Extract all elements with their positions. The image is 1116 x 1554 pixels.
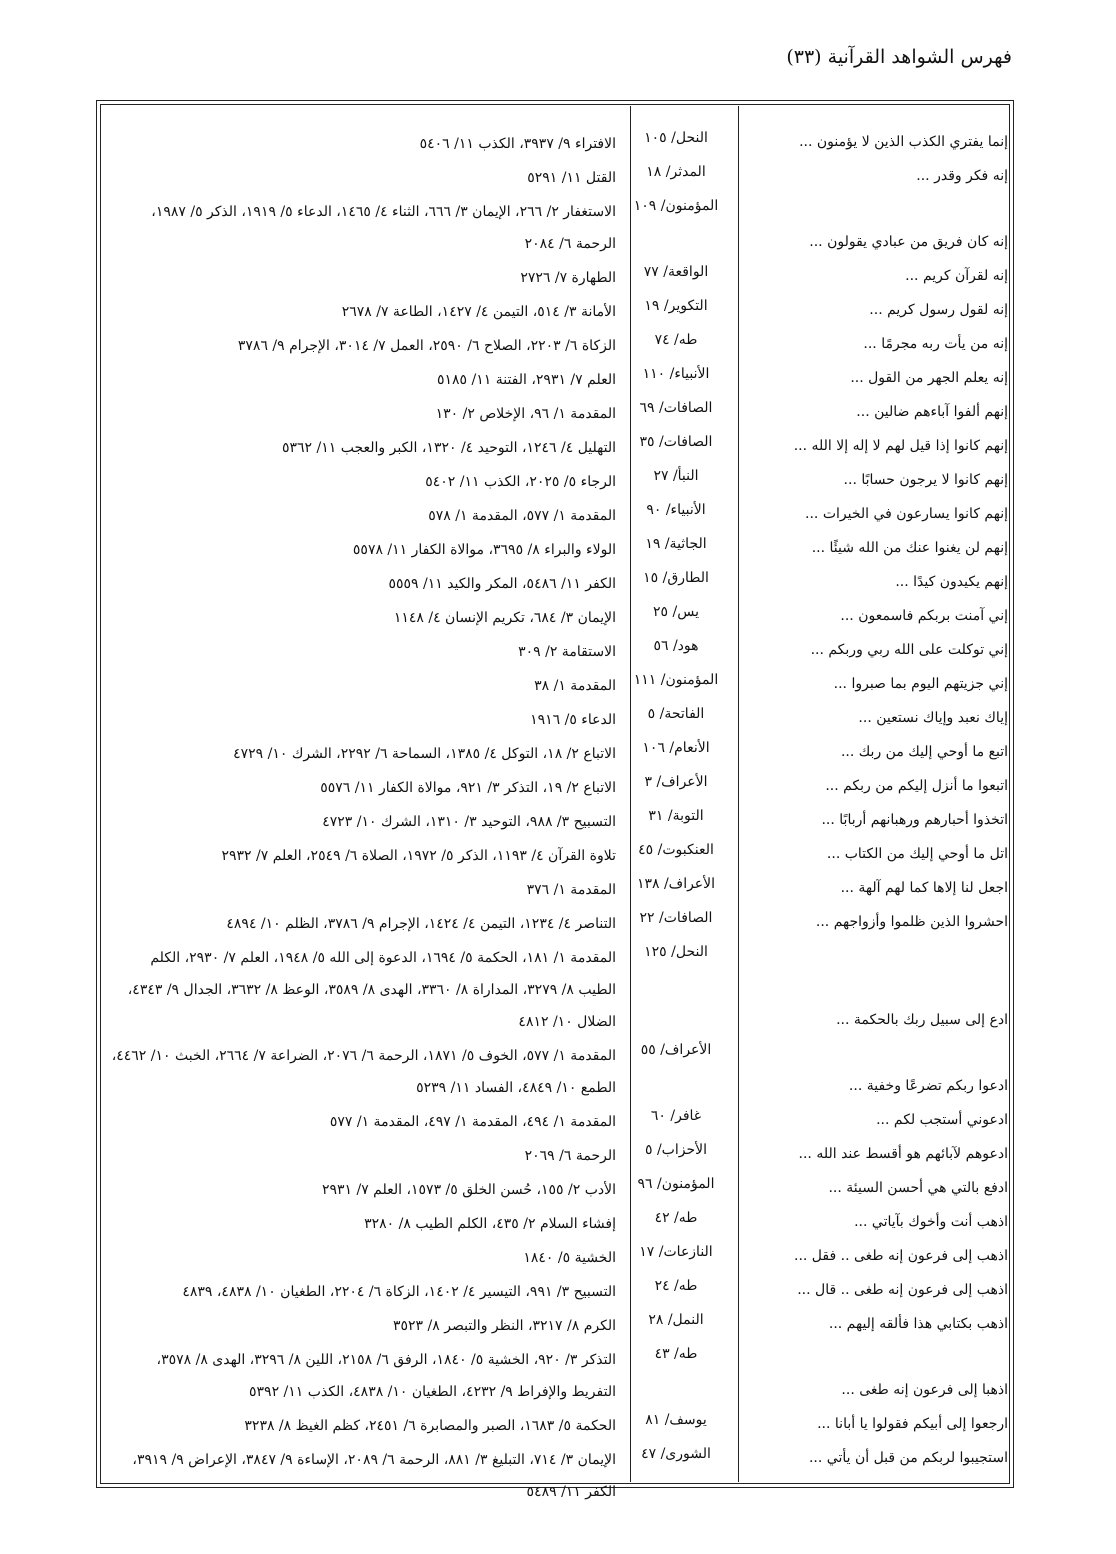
verse-text: إني توكلت على الله ربي وربكم ... xyxy=(810,642,1008,658)
topic-page-references: التناصر ٤/ ١٢٣٤، التيمن ٤/ ١٤٢٤، الإجرام ٩/ ٣٧٨٦، الظلم ١٠/ ٤٨٩٤ xyxy=(226,916,616,932)
table-row xyxy=(104,426,1008,460)
table-row xyxy=(104,698,1008,732)
verse-text: احشروا الذين ظلموا وأزواجهم ... xyxy=(815,914,1008,930)
table-row xyxy=(104,1168,1008,1202)
table-row xyxy=(104,732,1008,766)
verse-text: ادعوهم لآبائهم هو أقسط عند الله ... xyxy=(798,1146,1008,1162)
table-row xyxy=(104,1270,1008,1304)
surah-reference: النحل/ ١٢٥ xyxy=(644,944,708,960)
surah-reference: الصافات/ ٣٥ xyxy=(639,434,713,450)
table-row xyxy=(104,834,1008,868)
surah-reference: المؤمنون/ ٩٦ xyxy=(637,1176,715,1192)
topic-page-references: التهليل ٤/ ١٢٤٦، التوحيد ٤/ ١٣٢٠، الكبر والعجب ١١/ ٥٣٦٢ xyxy=(281,440,616,456)
topic-page-references: الإيمان ٣/ ٧١٤، التبليغ ٣/ ٨٨١، الرحمة ٦/ ٢٠٨٩، الإساءة ٩/ ٣٨٤٧، الإعراض ٩/ ٣٩١٩، الكفر ١١/ ٥٤٨٩ xyxy=(132,1452,616,1500)
verse-text: إنهم كانوا إذا قيل لهم لا إله إلا الله ... xyxy=(793,438,1008,454)
verse-text: ادعوا ربكم تضرعًا وخفية ... xyxy=(848,1078,1008,1094)
topic-page-references: التسبيح ٣/ ٩٩١، التيسير ٤/ ١٤٠٢، الزكاة ٦/ ٢٢٠٤، الطغيان ١٠/ ٤٨٣٨، ٤٨٣٩ xyxy=(182,1284,616,1300)
topic-page-references: إفشاء السلام ٢/ ٤٣٥، الكلم الطيب ٨/ ٣٢٨٠ xyxy=(364,1216,616,1232)
verse-text: ادع إلى سبيل ربك بالحكمة ... xyxy=(836,1012,1008,1028)
surah-reference: الجاثية/ ١٩ xyxy=(645,536,707,552)
surah-reference: يوسف/ ٨١ xyxy=(645,1412,707,1428)
topic-page-references: الاستغفار ٢/ ٢٦٦، الإيمان ٣/ ٦٦٦، الثناء ٤/ ١٤٦٥، الدعاء ٥/ ١٩١٩، الذكر ٥/ ١٩٨٧، الرحمة ٦/ ٢٠٨٤ xyxy=(151,204,616,252)
verse-text: اتل ما أوحي إليك من الكتاب ... xyxy=(826,846,1008,862)
surah-reference: المؤمنون/ ١٠٩ xyxy=(633,198,719,214)
table-row xyxy=(104,800,1008,834)
topic-page-references: الولاء والبراء ٨/ ٣٦٩٥، موالاة الكفار ١١/ ٥٥٧٨ xyxy=(352,542,616,558)
verse-text: اذهب بكتابي هذا فألقه إليهم ... xyxy=(828,1316,1008,1332)
header-page-number: (٣٣) xyxy=(786,46,822,68)
topic-page-references: الكفر ١١/ ٥٤٨٦، المكر والكيد ١١/ ٥٥٥٩ xyxy=(388,576,616,592)
surah-reference: الصافات/ ٢٢ xyxy=(639,910,713,926)
table-row xyxy=(104,1304,1008,1338)
table-row xyxy=(104,562,1008,596)
table-row xyxy=(104,596,1008,630)
table-row xyxy=(104,1338,1008,1404)
verse-text: إنه من يأت ربه مجرمًا ... xyxy=(863,336,1008,352)
surah-reference: الأعراف/ ٥٥ xyxy=(640,1042,712,1058)
table-row xyxy=(104,256,1008,290)
topic-page-references: المقدمة ١/ ٤٩٤، المقدمة ١/ ٤٩٧، المقدمة ١/ ٥٧٧ xyxy=(329,1114,616,1130)
topic-page-references: الأدب ٢/ ١٥٥، حُسن الخلق ٥/ ١٥٧٣، العلم ٧/ ٢٩٣١ xyxy=(321,1182,616,1198)
topic-page-references: الحكمة ٥/ ١٦٨٣، الصبر والمصابرة ٦/ ٢٤٥١، كظم الغيظ ٨/ ٣٢٣٨ xyxy=(244,1418,616,1434)
surah-reference: طه/ ٧٤ xyxy=(654,332,698,348)
topic-page-references: الطهارة ٧/ ٢٧٢٦ xyxy=(520,270,616,286)
surah-reference: طه/ ٤٣ xyxy=(654,1346,698,1362)
verse-text: إنهم كانوا يسارعون في الخيرات ... xyxy=(805,506,1008,522)
surah-reference: التكوير/ ١٩ xyxy=(644,298,708,314)
verse-text: اذهب إلى فرعون إنه طغى .. قال ... xyxy=(797,1282,1008,1298)
topic-page-references: الافتراء ٩/ ٣٩٣٧، الكذب ١١/ ٥٤٠٦ xyxy=(419,136,616,152)
table-row xyxy=(104,1134,1008,1168)
surah-reference: غافر/ ٦٠ xyxy=(650,1108,702,1124)
surah-reference: المدثر/ ١٨ xyxy=(646,164,706,180)
topic-page-references: تلاوة القرآن ٤/ ١١٩٣، الذكر ٥/ ١٩٧٢، الصلاة ٦/ ٢٥٤٩، العلم ٧/ ٢٩٣٢ xyxy=(221,848,616,864)
header-title: فهرس الشواهد القرآنية xyxy=(827,46,1012,68)
surah-reference: الأحزاب/ ٥ xyxy=(644,1142,708,1158)
table-row xyxy=(104,156,1008,190)
verse-text: اتخذوا أحبارهم ورهبانهم أربابًا ... xyxy=(821,812,1008,828)
verse-text: إنهم لن يغنوا عنك من الله شيئًا ... xyxy=(811,540,1008,556)
topic-page-references: الزكاة ٦/ ٢٢٠٣، الصلاح ٦/ ٢٥٩٠، العمل ٧/ ٣٠١٤، الإجرام ٩/ ٣٧٨٦ xyxy=(237,338,616,354)
table-row xyxy=(104,1236,1008,1270)
table-row xyxy=(104,630,1008,664)
verse-text: ادعوني أستجب لكم ... xyxy=(876,1112,1008,1128)
table-row xyxy=(104,902,1008,936)
topic-page-references: التذكر ٣/ ٩٢٠، الخشية ٥/ ١٨٤٠، الرفق ٦/ ٢١٥٨، اللين ٨/ ٣٢٩٦، الهدى ٨/ ٣٥٧٨، التفريط والإفراط ٩/ ٤٢٣٢، الطغيان ١٠/ ٤٨٣٨، الكذب ١١/ ٥٣٩٢ xyxy=(156,1352,616,1400)
surah-reference: النازعات/ ١٧ xyxy=(639,1244,713,1260)
table-row xyxy=(104,494,1008,528)
verse-text: إني آمنت بربكم فاسمعون ... xyxy=(840,608,1008,624)
verse-text: ارجعوا إلى أبيكم فقولوا يا أبانا ... xyxy=(817,1416,1008,1432)
table-row xyxy=(104,936,1008,1034)
surah-reference: العنكبوت/ ٤٥ xyxy=(638,842,714,858)
table-row xyxy=(104,460,1008,494)
topic-page-references: الاستقامة ٢/ ٣٠٩ xyxy=(518,644,616,660)
verse-text: اتبع ما أوحي إليك من ربك ... xyxy=(840,744,1008,760)
table-row xyxy=(104,1438,1008,1500)
surah-reference: النبأ/ ٢٧ xyxy=(653,468,699,484)
table-row xyxy=(104,1100,1008,1134)
verse-text: إنهم يكيدون كيدًا ... xyxy=(895,574,1008,590)
table-row xyxy=(104,290,1008,324)
surah-reference: الأعراف/ ١٣٨ xyxy=(636,876,716,892)
surah-reference: الصافات/ ٦٩ xyxy=(639,400,713,416)
verse-text: إنه لقول رسول كريم ... xyxy=(869,302,1008,318)
verse-text: اذهب أنت وأخوك بآياتي ... xyxy=(854,1214,1008,1230)
verse-text: إياك نعبد وإياك نستعين ... xyxy=(858,710,1008,726)
surah-reference: الواقعة/ ٧٧ xyxy=(643,264,709,280)
surah-reference: هود/ ٥٦ xyxy=(653,638,699,654)
surah-reference: الأنبياء/ ٩٠ xyxy=(646,502,706,518)
topic-page-references: الخشية ٥/ ١٨٤٠ xyxy=(523,1250,616,1266)
topic-page-references: الأمانة ٣/ ٥١٤، التيمن ٤/ ١٤٢٧، الطاعة ٧/ ٢٦٧٨ xyxy=(341,304,616,320)
surah-reference: النمل/ ٢٨ xyxy=(648,1312,704,1328)
surah-reference: الأعراف/ ٣ xyxy=(644,774,708,790)
verse-text: اذهب إلى فرعون إنه طغى .. فقل ... xyxy=(794,1248,1008,1264)
surah-reference: التوبة/ ٣١ xyxy=(648,808,704,824)
verse-text: إنه فكر وقدر ... xyxy=(916,168,1008,184)
topic-page-references: الدعاء ٥/ ١٩١٦ xyxy=(530,712,616,728)
page-header xyxy=(100,46,1012,68)
verse-text: إنما يفتري الكذب الذين لا يؤمنون ... xyxy=(799,134,1008,150)
topic-page-references: المقدمة ١/ ٥٧٧، الخوف ٥/ ١٨٧١، الرحمة ٦/ ٢٠٧٦، الضراعة ٧/ ٢٦٦٤، الخبث ١٠/ ٤٤٦٢، الطمع ١٠/ ٤٨٤٩، الفساد ١١/ ٥٢٣٩ xyxy=(111,1048,616,1096)
verse-text: اتبعوا ما أنزل إليكم من ربكم ... xyxy=(825,778,1008,794)
topic-page-references: الاتباع ٢/ ١٩، التذكر ٣/ ٩٢١، موالاة الكفار ١١/ ٥٥٧٦ xyxy=(320,780,616,796)
topic-page-references: الرحمة ٦/ ٢٠٦٩ xyxy=(524,1148,616,1164)
topic-page-references: الرجاء ٥/ ٢٠٢٥، الكذب ١١/ ٥٤٠٢ xyxy=(425,474,616,490)
topic-page-references: العلم ٧/ ٢٩٣١، الفتنة ١١/ ٥١٨٥ xyxy=(436,372,616,388)
surah-reference: الطارق/ ١٥ xyxy=(643,570,709,586)
table-row xyxy=(104,1034,1008,1100)
verse-text: إنه لقرآن كريم ... xyxy=(905,268,1008,284)
surah-reference: طه/ ٤٢ xyxy=(654,1210,698,1226)
table-row xyxy=(104,358,1008,392)
surah-reference: طه/ ٢٤ xyxy=(654,1278,698,1294)
topic-page-references: المقدمة ١/ ٩٦، الإخلاص ٢/ ١٣٠ xyxy=(435,406,616,422)
index-table xyxy=(104,122,1008,1500)
topic-page-references: الكرم ٨/ ٣٢١٧، النظر والتبصر ٨/ ٣٥٢٣ xyxy=(393,1318,616,1334)
surah-reference: الفاتحة/ ٥ xyxy=(647,706,705,722)
verse-text: إنهم كانوا لا يرجون حسابًا ... xyxy=(843,472,1008,488)
verse-text: اذهبا إلى فرعون إنه طغى ... xyxy=(841,1382,1008,1398)
topic-page-references: التسبيح ٣/ ٩٨٨، التوحيد ٣/ ١٣١٠، الشرك ١٠/ ٤٧٢٣ xyxy=(322,814,616,830)
topic-page-references: المقدمة ١/ ١٨١، الحكمة ٥/ ١٦٩٤، الدعوة إلى الله ٥/ ١٩٤٨، العلم ٧/ ٢٩٣٠، الكلم الطيب ٨/ ٣٢٧٩، المداراة ٨/ ٣٣٦٠، الهدى ٨/ ٣٥٨٩، الوعظ ٨/ ٣٦٣٢، الجدال ٩/ ٤٣٤٣، الضلال ١٠/ ٤٨١٢ xyxy=(127,950,616,1030)
topic-page-references: المقدمة ١/ ٣٧٦ xyxy=(526,882,616,898)
table-row xyxy=(104,392,1008,426)
surah-reference: المؤمنون/ ١١١ xyxy=(633,672,719,688)
verse-text: استجيبوا لربكم من قبل أن يأتي ... xyxy=(808,1450,1008,1466)
verse-text: اجعل لنا إلاها كما لهم آلهة ... xyxy=(840,880,1008,896)
surah-reference: الأنبياء/ ١١٠ xyxy=(642,366,710,382)
surah-reference: الأنعام/ ١٠٦ xyxy=(642,740,710,756)
table-row xyxy=(104,324,1008,358)
table-row xyxy=(104,766,1008,800)
topic-page-references: الإيمان ٣/ ٦٨٤، تكريم الإنسان ٤/ ١١٤٨ xyxy=(393,610,616,626)
topic-page-references: الاتباع ٢/ ١٨، التوكل ٤/ ١٣٨٥، السماحة ٦/ ٢٢٩٢، الشرك ١٠/ ٤٧٢٩ xyxy=(233,746,616,762)
verse-text: إنهم ألفوا آباءهم ضالين ... xyxy=(856,404,1008,420)
verse-text: ادفع بالتي هي أحسن السيئة ... xyxy=(828,1180,1008,1196)
verse-text: إنه كان فريق من عبادي يقولون ... xyxy=(809,234,1008,250)
topic-page-references: المقدمة ١/ ٥٧٧، المقدمة ١/ ٥٧٨ xyxy=(428,508,616,524)
table-row xyxy=(104,122,1008,156)
table-row xyxy=(104,528,1008,562)
surah-reference: الشورى/ ٤٧ xyxy=(641,1446,711,1462)
topic-page-references: المقدمة ١/ ٣٨ xyxy=(534,678,616,694)
verse-text: إني جزيتهم اليوم بما صبروا ... xyxy=(833,676,1008,692)
table-row xyxy=(104,1404,1008,1438)
surah-reference: النحل/ ١٠٥ xyxy=(644,130,708,146)
verse-text: إنه يعلم الجهر من القول ... xyxy=(850,370,1008,386)
table-row xyxy=(104,868,1008,902)
table-row xyxy=(104,190,1008,256)
table-row xyxy=(104,1202,1008,1236)
topic-page-references: القتل ١١/ ٥٢٩١ xyxy=(527,170,616,186)
surah-reference: يس/ ٢٥ xyxy=(653,604,699,620)
table-row xyxy=(104,664,1008,698)
